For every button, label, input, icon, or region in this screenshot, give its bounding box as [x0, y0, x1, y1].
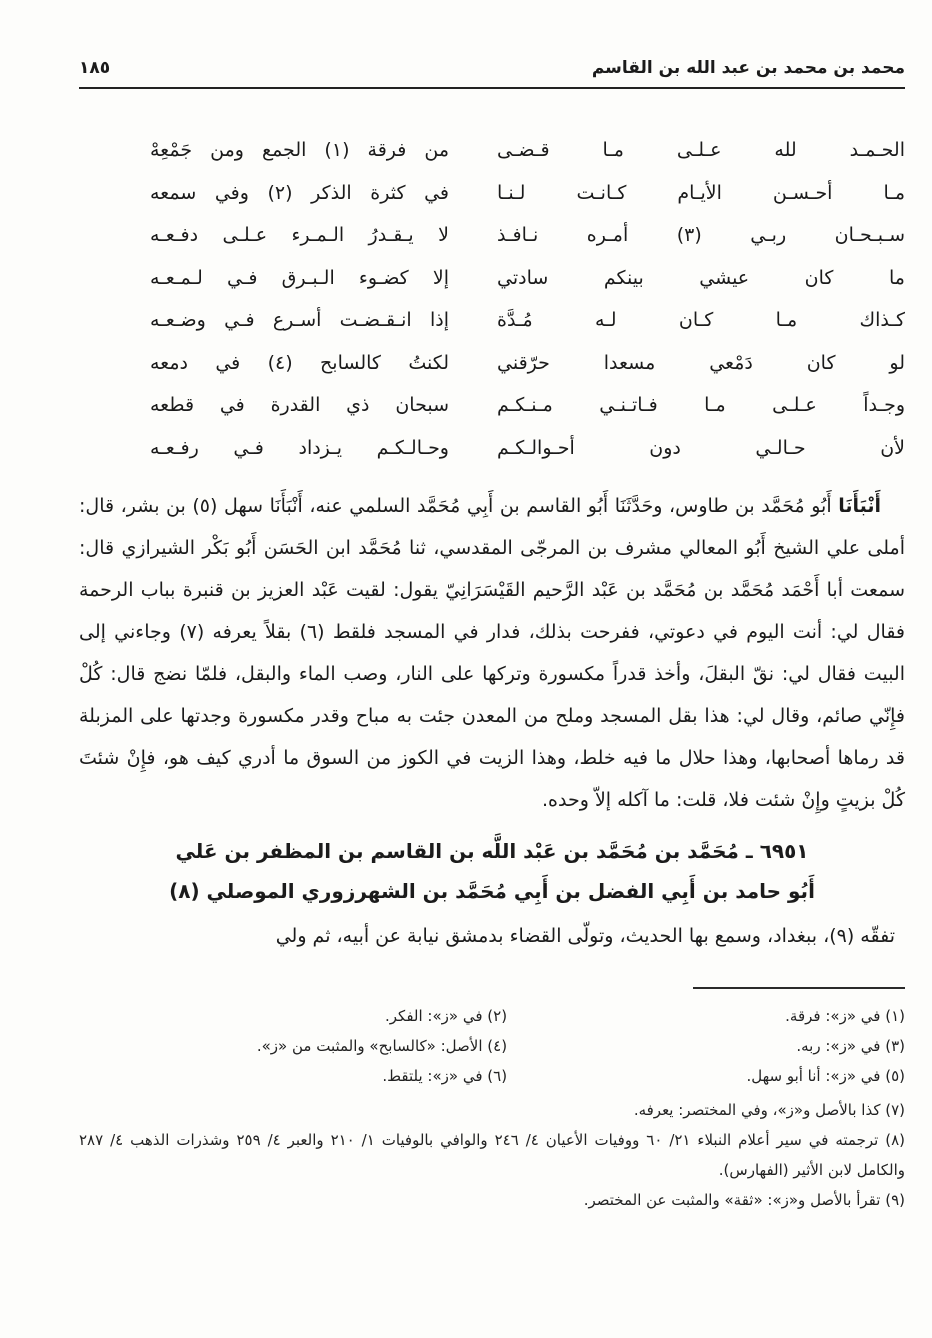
entry-number-and-name: ٦٩٥١ ـ مُحَمَّد بن مُحَمَّد بن عَبْد اللَّه بن القاسم بن المظفر بن عَلي	[175, 839, 809, 863]
poem-block	[150, 129, 905, 469]
hemistich-left: من فرقة (١) الجمع ومن جَمْعِهْ	[150, 139, 449, 161]
footnote-item: (٤) الأصل: «كالسابح» والمثبت من «ز».	[256, 1037, 508, 1055]
hemistich-right: لأن حـالـي دون أحـوالـكـم	[497, 436, 905, 459]
poem-verse	[150, 427, 905, 470]
footnote-item: (٨) ترجمته في سير أعلام النبلاء ٢١/ ٦٠ ووفيات الأعيان ٤/ ٢٤٦ والوافي بالوفيات ١/ ٢١٠ والعبر ٤/ ٢٥٩ وشذرات الذهب ٤/ ٢٨٧ والكامل لابن الأثير (الفهارس).	[79, 1131, 905, 1179]
hemistich-right: لو كان دَمْعي مسعدا حرّقني	[497, 351, 905, 374]
entry-heading	[79, 831, 905, 911]
footnote-item: (٦) في «ز»: يلتقط.	[382, 1067, 508, 1085]
hemistich-left: في كثرة الذكر (٢) وفي سمعه	[150, 181, 449, 204]
entry-kunya-line: أَبُو حامد بن أَبِي الفضل بن أَبِي مُحَمَّد بن الشهرزوري الموصلي (٨)	[169, 879, 815, 903]
footnotes-full-width	[79, 1095, 905, 1215]
poem-verse	[150, 299, 905, 342]
hemistich-left: إلا كضـوء الـبـرق فـي لـمـعـه	[150, 266, 449, 289]
poem-verse	[150, 214, 905, 257]
footnote-item: (٥) في «ز»: أنا أبو سهل.	[746, 1067, 905, 1085]
poem-verse	[150, 342, 905, 385]
hemistich-left: سبحان ذي القدرة في قطعه	[150, 394, 449, 416]
poem-verse	[150, 257, 905, 300]
hemistich-right: مـا أحـسـن الأيـام كـانـت لـنـا	[497, 181, 905, 204]
hemistich-right: سـبـحـان ربـي (٣) أمـره نـافـذ	[497, 224, 905, 246]
footnotes-section	[79, 987, 905, 1215]
running-head-title: محمد بن محمد بن عبد الله بن القاسم	[591, 58, 905, 78]
footnote-item: (٩) تقرأ بالأصل و«ز»: «ثقة» والمثبت عن المختصر.	[583, 1191, 905, 1209]
footnote-item: (٧) كذا بالأصل و«ز»، وفي المختصر: يعرفه.	[633, 1101, 905, 1119]
footnote-item: (٢) في «ز»: الفكر.	[384, 1007, 508, 1025]
hemistich-right: وجـداً عـلـى مـا فـاتـنـي مـنـكـم	[497, 394, 905, 416]
hemistich-left: لا يـقـدرُ الـمـرء عـلـى دفـعـه	[150, 224, 449, 246]
narration-paragraph	[79, 485, 905, 821]
hemistich-left: وحـالـكـم يـزداد فـي رفـعـه	[150, 436, 449, 459]
hemistich-right: الحـمـد لله عـلـى مـا قـضـى	[497, 139, 905, 161]
page-number: ١٨٥	[79, 58, 111, 78]
entry-body-paragraph: تفقّه (٩)، ببغداد، وسمع بها الحديث، وتولّى القضاء بدمشق نيابة عن أبيه، ثم ولي	[275, 925, 895, 947]
narration-lead-word: أَنْبَأَنَا	[838, 495, 881, 517]
hemistich-right: كـذاك مـا كـان لـه مُـدَّة	[497, 309, 905, 331]
page-header	[79, 58, 905, 89]
hemistich-left: لكنتُ كالسابح (٤) في دمعه	[150, 351, 449, 374]
footnotes-two-column	[79, 1001, 905, 1091]
footnote-item: (٣) في «ز»: ربه.	[796, 1037, 905, 1055]
narration-text: أَبُو مُحَمَّد بن طاوس، وحَدَّثَنَا أَبُو القاسم بن أَبِي مُحَمَّد السلمي عنه، أَنْبَأَنَا سهل (٥) بن بشر، قال: أملى علي الشيخ أَبُو المعالي مشرف بن المرجّى المقدسي، ثنا مُحَمَّد ابن الحَسَن أَبُو بَكْر الشيرازي قال: سمعت أبا أَحْمَد مُحَمَّد بن مُحَمَّد بن عَبْد الرَّحيم القَيْسَرَانِيّ يقول: لقيت عَبْد العزيز بن قنبرة بباب الرحمة فقال لي: أنت اليوم في دعوتي، ففرحت بذلك، فدار في المسجد فلقط (٦) بقلاً يعرفه (٧) وجاءني إلى البيت فقال لي: نقّ البقلَ، وأخذ قدراً مكسورة وتركها على النار، وصب الماء والبقل، فلمّا نضج قال: كُلْ فإِنّي صائم، وقال لي: هذا بقل المسجد وملح من المعدن جئت به مباح وقدر مكسورة وجدتها على المزبلة قد رماها أصحابها، وهذا حلال ما فيه خلط، وهذا الزيت في الكوز من السوق ما أدري كيف هو، فإِنْ شئتَ كُلْ بزيتٍ وإِنْ شئت فلا، قلت: ما آكله إلاّ وحده.	[79, 495, 906, 811]
hemistich-right: ما كان عيشي بينكم سادتي	[497, 266, 905, 289]
poem-verse	[150, 129, 905, 172]
hemistich-left: إذا انـقـضـت أسـرع فـي وضـعـه	[150, 309, 449, 331]
poem-verse	[150, 172, 905, 215]
poem-verse	[150, 384, 905, 427]
footnote-separator-rule	[693, 987, 905, 989]
footnote-item: (١) في «ز»: فرقة.	[785, 1007, 905, 1025]
